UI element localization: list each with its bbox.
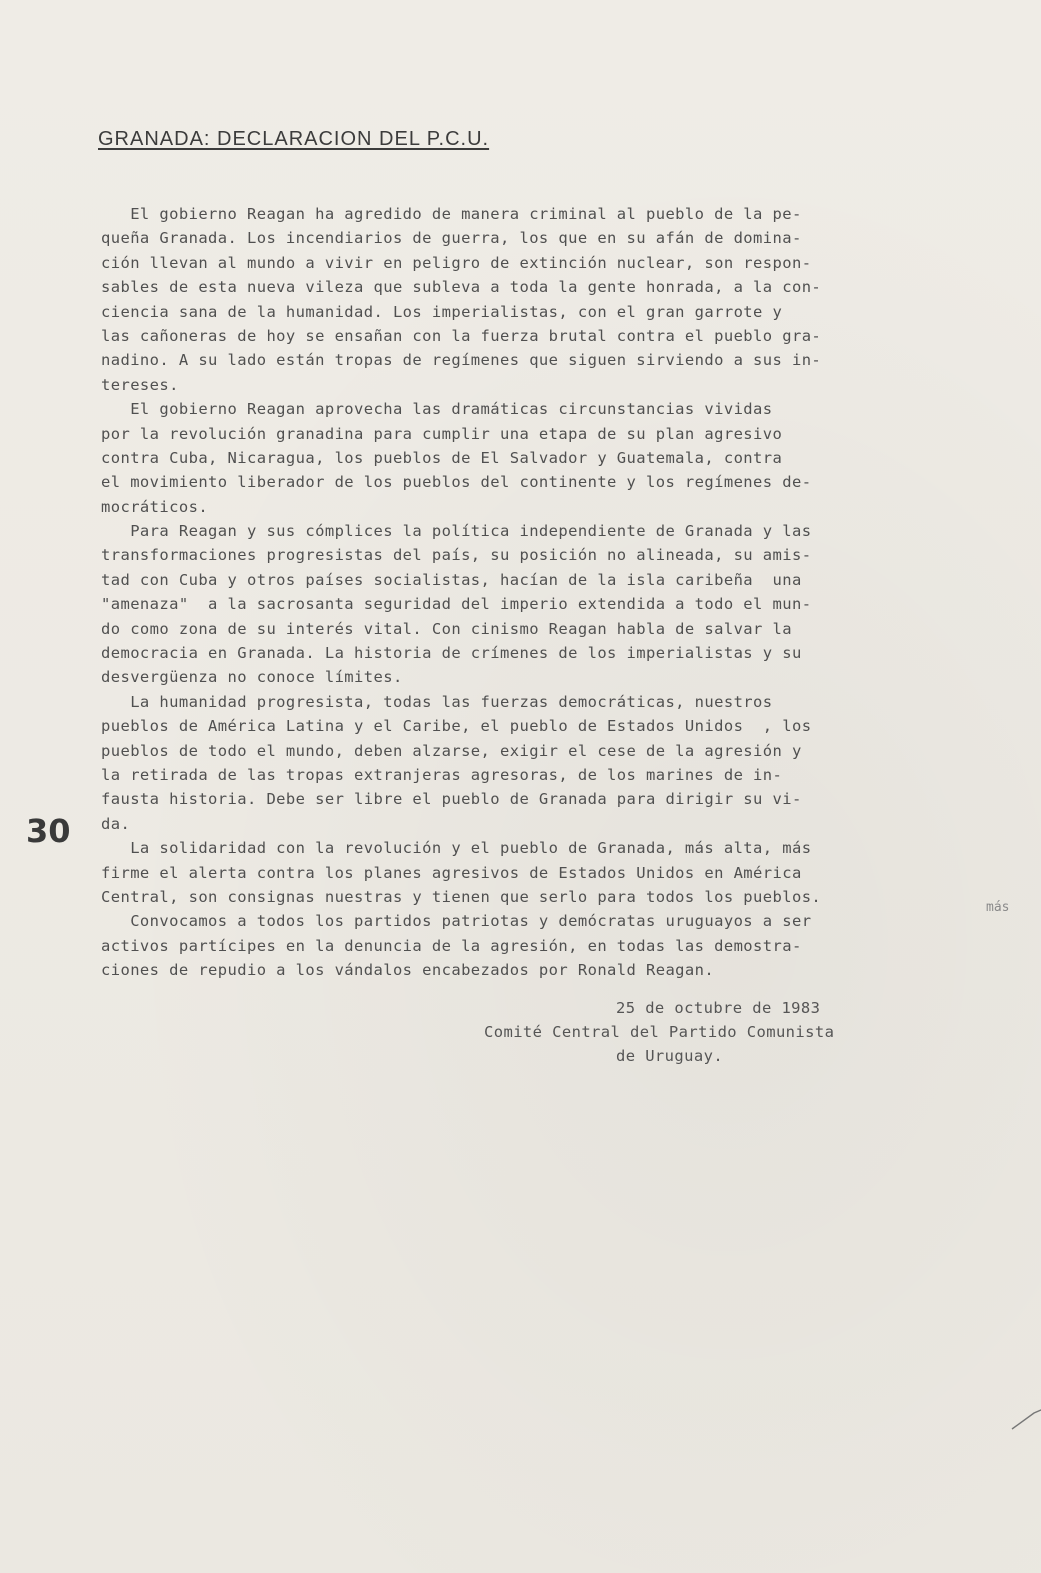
body-line: pueblos de América Latina y el Caribe, el pueblo de Estados Unidos , los bbox=[101, 717, 812, 736]
body-line: Central, son consignas nuestras y tienen que serlo para todos los pueblos. bbox=[101, 887, 822, 906]
body-line: las cañoneras de hoy se ensañan con la fuerza brutal contra el pueblo gra- bbox=[101, 326, 822, 345]
body-line: democracia en Granada. La historia de crímenes de los imperialistas y su bbox=[101, 644, 802, 663]
declaration-body bbox=[101, 202, 1001, 983]
body-line: pueblos de todo el mundo, deben alzarse, exigir el cese de la agresión y bbox=[101, 741, 802, 760]
body-line: El gobierno Reagan aprovecha las dramáticas circunstancias vividas bbox=[101, 400, 773, 419]
body-line: firme el alerta contra los planes agresivos de Estados Unidos en América bbox=[101, 863, 802, 882]
body-line: la retirada de las tropas extranjeras agresoras, de los marines de in- bbox=[101, 765, 783, 784]
body-line: activos partícipes en la denuncia de la agresión, en todas las demostra- bbox=[101, 936, 802, 955]
body-line: ción llevan al mundo a vivir en peligro de extinción nuclear, son respon- bbox=[101, 253, 812, 272]
body-line: desvergüenza no conoce límites. bbox=[101, 668, 403, 687]
pen-stroke-mark bbox=[1010, 1405, 1041, 1431]
page-number: 30 bbox=[26, 812, 71, 850]
body-line: da. bbox=[101, 814, 131, 833]
body-line: ciencia sana de la humanidad. Los imperialistas, con el gran garrote y bbox=[101, 302, 783, 321]
body-line: contra Cuba, Nicaragua, los pueblos de El Salvador y Guatemala, contra bbox=[101, 448, 783, 467]
body-line: Convocamos a todos los partidos patriotas y demócratas uruguayos a ser bbox=[101, 912, 812, 931]
signature-date: 25 de octubre de 1983 bbox=[616, 999, 821, 1017]
body-line: el movimiento liberador de los pueblos del continente y los regímenes de- bbox=[101, 473, 812, 492]
body-line: queña Granada. Los incendiarios de guerra, los que en su afán de domina- bbox=[101, 229, 802, 248]
body-line: ciones de repudio a los vándalos encabezados por Ronald Reagan. bbox=[101, 961, 715, 980]
body-line: La humanidad progresista, todas las fuerzas democráticas, nuestros bbox=[101, 692, 773, 711]
margin-note: más bbox=[986, 900, 1010, 915]
signature-block bbox=[480, 996, 980, 1068]
body-line: sables de esta nueva vileza que subleva a toda la gente honrada, a la con- bbox=[101, 278, 822, 297]
body-line: transformaciones progresistas del país, su posición no alineada, su amis- bbox=[101, 546, 812, 565]
body-line: El gobierno Reagan ha agredido de manera criminal al pueblo de la pe- bbox=[101, 205, 802, 223]
body-line: fausta historia. Debe ser libre el pueblo de Granada para dirigir su vi- bbox=[101, 790, 802, 809]
body-line: tereses. bbox=[101, 375, 179, 394]
body-line: Para Reagan y sus cómplices la política independiente de Granada y las bbox=[101, 522, 812, 541]
signature-organization: Comité Central del Partido Comunista bbox=[484, 1023, 835, 1041]
body-line: por la revolución granadina para cumplir una etapa de su plan agresivo bbox=[101, 424, 783, 443]
body-line: La solidaridad con la revolución y el pueblo de Granada, más alta, más bbox=[101, 839, 812, 858]
signature-country: de Uruguay. bbox=[616, 1047, 724, 1065]
body-line: "amenaza" a la sacrosanta seguridad del imperio extendida a todo el mun- bbox=[101, 595, 812, 614]
body-line: tad con Cuba y otros países socialistas, hacían de la isla caribeña una bbox=[101, 570, 802, 589]
body-line: mocráticos. bbox=[101, 497, 209, 516]
body-line: do como zona de su interés vital. Con cinismo Reagan habla de salvar la bbox=[101, 619, 792, 638]
body-line: nadino. A su lado están tropas de regímenes que siguen sirviendo a sus in- bbox=[101, 351, 822, 370]
page-title: GRANADA: DECLARACION DEL P.C.U. bbox=[98, 128, 490, 150]
